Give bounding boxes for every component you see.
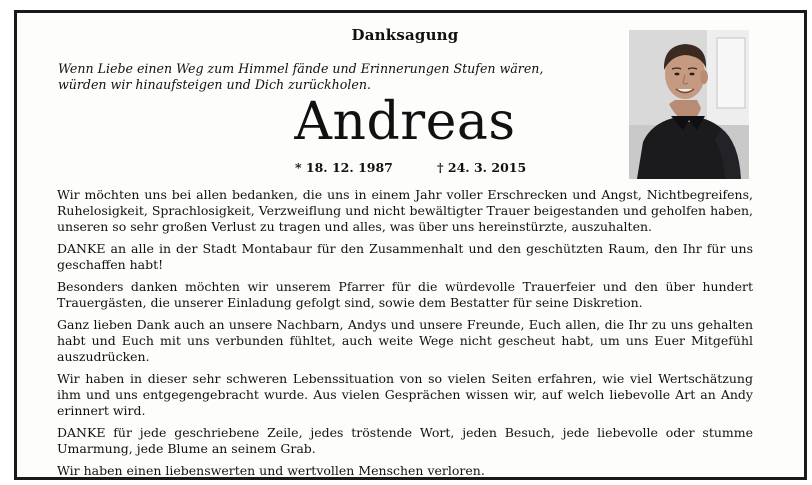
paragraph: Besonders danken möchten wir unserem Pfarrer für die würdevolle Trauerfeier und den über hundert Trauergästen, die unserer Einladung gefolgt sind, sowie dem Bestatter für seine Diskretion. bbox=[57, 279, 753, 311]
paragraph: DANKE für jede geschriebene Zeile, jedes tröstende Wort, jeden Besuch, jede liebevolle oder stumme Umarmung, jede Blume an seinem Grab. bbox=[57, 425, 753, 457]
deceased-name: Andreas bbox=[294, 92, 516, 152]
portrait-photo bbox=[629, 30, 749, 179]
motto-line: würden wir hinaufsteigen und Dich zurückholen. bbox=[58, 77, 371, 92]
notice-title: Danksagung bbox=[351, 26, 459, 44]
paragraph: Wir haben einen liebenswerten und wertvollen Menschen verloren. bbox=[57, 463, 485, 479]
death-date: † 24. 3. 2015 bbox=[437, 160, 527, 175]
paragraph: Wir haben in dieser sehr schweren Lebenssituation von so vielen Seiten erfahren, wie viel Wertschätzung ihm und uns entgegengebracht wurde. Aus vielen Gesprächen wissen wir, auf welch liebevolle Art an Andy erinnert wird. bbox=[57, 371, 753, 419]
portrait-illustration bbox=[629, 30, 749, 179]
paragraph: Ganz lieben Dank auch an unsere Nachbarn, Andys und unsere Freunde, Euch allen, die Ihr zu uns gehalten habt und Euch mit uns verbunden fühltet, auch weite Wege nicht gescheut habt, um uns Euer Mitgefühl auszudrücken. bbox=[57, 316, 753, 365]
birth-date: * 18. 12. 1987 bbox=[295, 160, 393, 175]
paragraph: Wir möchten uns bei allen bedanken, die uns in einem Jahr voller Erschrecken und Angst, Nichtbegreifens, Ruhelosigkeit, Sprachlosigkeit, Verzweiflung und nicht bewältigter Trauer beigestanden und geholfen haben, unseren so sehr großen Verlust zu tragen und alles, was über uns hereinstürzte, auszuhalten. bbox=[57, 187, 753, 235]
paragraph: DANKE an alle in der Stadt Montabaur für den Zusammenhalt und den geschützten Raum, den Ihr für uns geschaffen habt! bbox=[57, 241, 753, 273]
thanks-text bbox=[57, 187, 753, 485]
motto-line: Wenn Liebe einen Weg zum Himmel fände und Erinnerungen Stufen wären, bbox=[58, 61, 544, 76]
motto-quote bbox=[58, 61, 598, 93]
